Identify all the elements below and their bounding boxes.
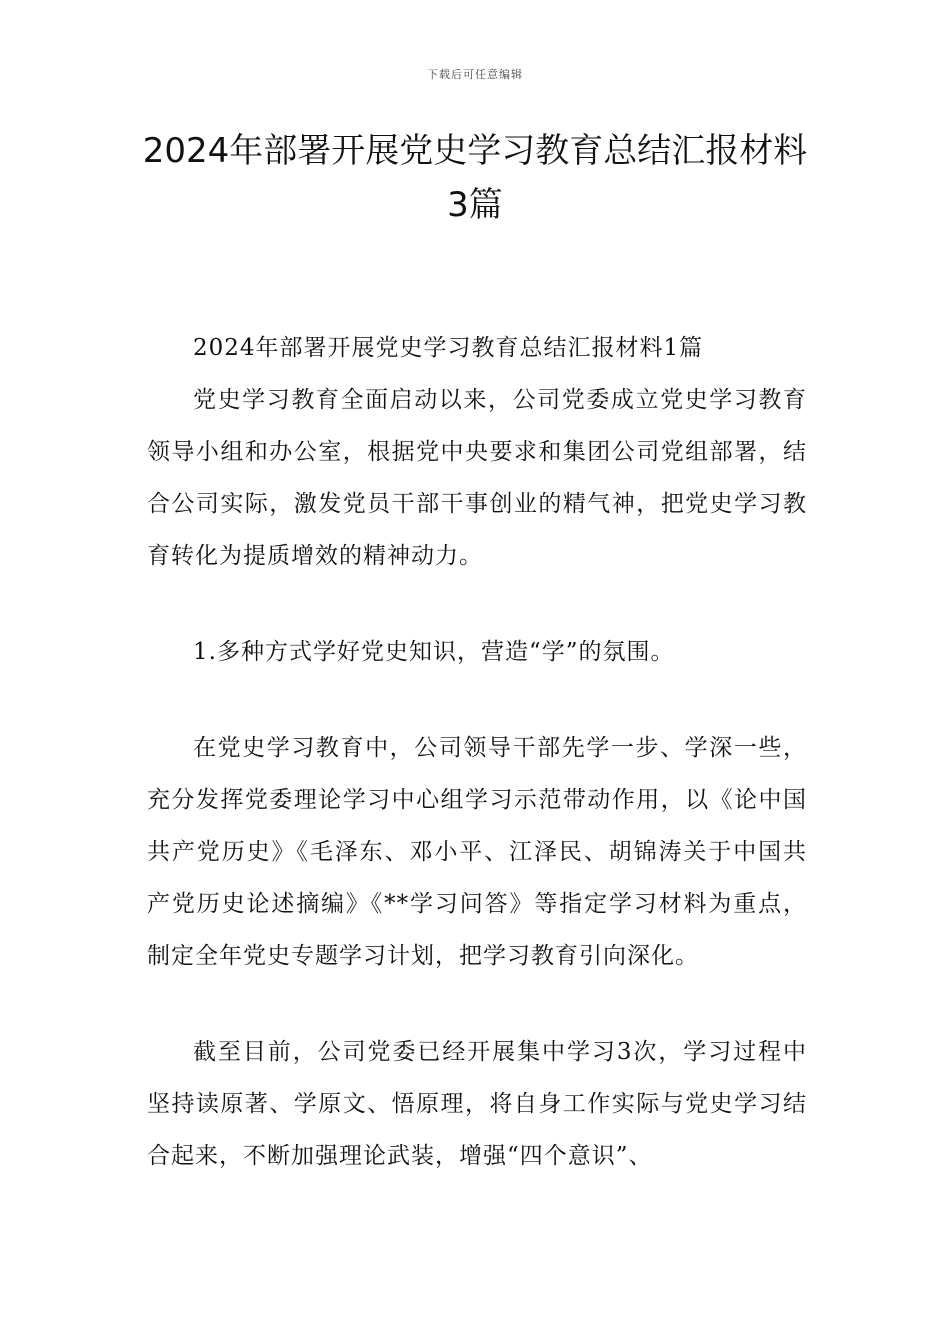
document-title: 2024年部署开展党史学习教育总结汇报材料3篇: [142, 131, 808, 225]
document-subtitle: 2024年部署开展党史学习教育总结汇报材料1篇: [193, 335, 704, 361]
body-paragraph-2: 在党史学习教育中，公司领导干部先学一步、学深一些，充分发挥党委理论学习中心组学习示范带动作用，以《论中国共产党历史》《毛泽东、邓小平、江泽民、胡锦涛关于中国共产党历史论述摘编》《**学习问答》等指定学习材料为重点，制定全年党史专题学习计划，把学习教育引向深化。: [147, 735, 807, 969]
body-paragraph-3: 截至目前，公司党委已经开展集中学习3次，学习过程中坚持读原著、学原文、悟原理，将自身工作实际与党史学习结合起来，不断加强理论武装，增强“四个意识”、: [147, 1039, 807, 1169]
body-paragraph-1: 党史学习教育全面启动以来，公司党委成立党史学习教育领导小组和办公室，根据党中央要求和集团公司党组部署，结合公司实际，激发党员干部干事创业的精气神，把党史学习教育转化为提质增效的精神动力。: [147, 387, 807, 569]
section-heading-1: 1.多种方式学好党史知识，营造“学”的氛围。: [193, 639, 675, 665]
document-body: [147, 322, 807, 1182]
header-note: 下载后可任意编辑: [427, 68, 523, 81]
